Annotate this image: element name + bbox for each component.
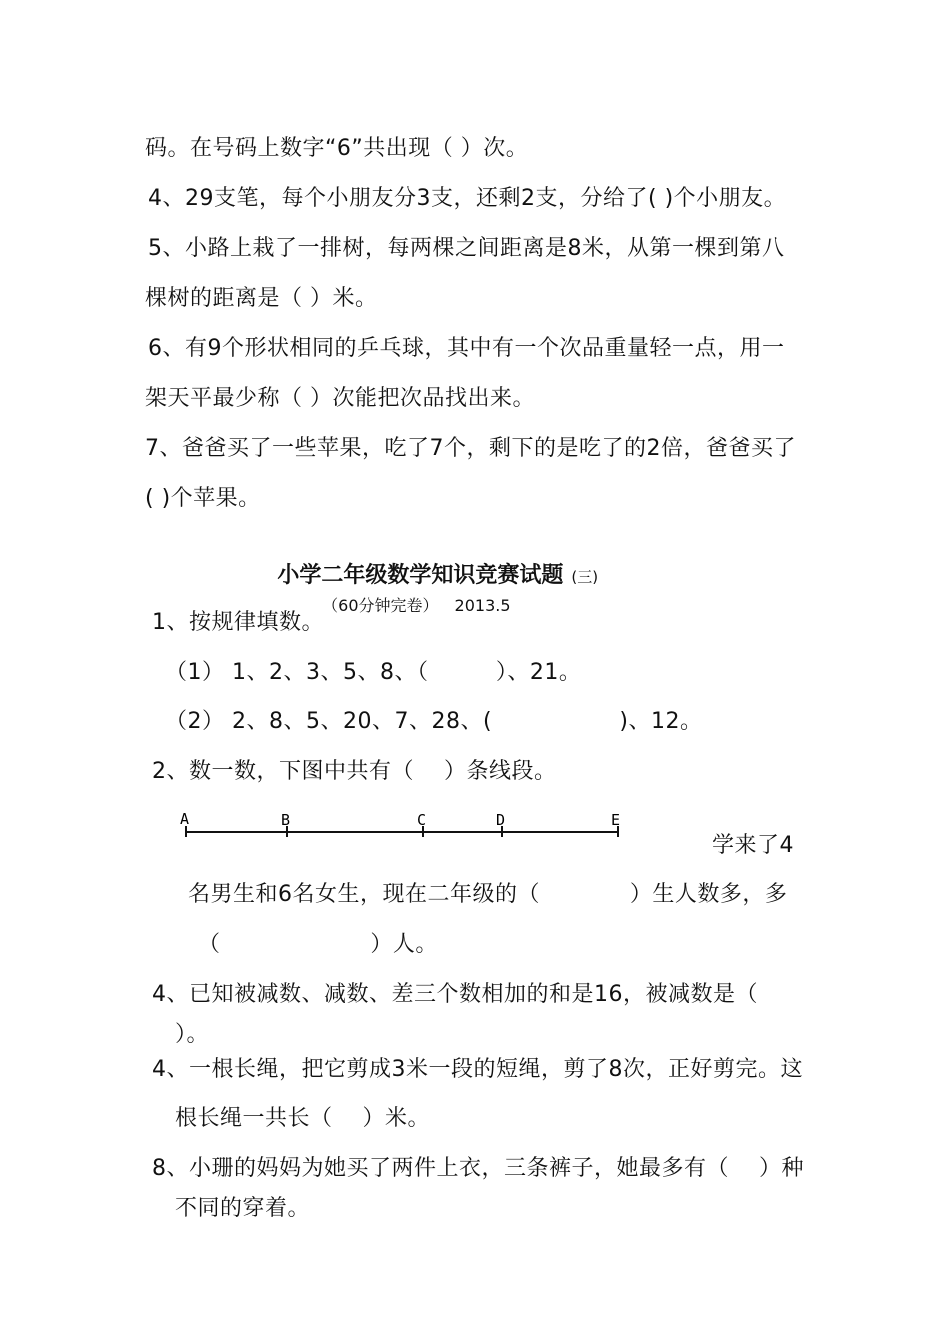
question-4: 4、已知被减数、减数、差三个数相加的和是16，被减数是（ — [152, 982, 758, 1007]
question-4-cont: ）。 — [175, 1022, 210, 1047]
text-line-1: 码。在号码上数字“6”共出现（ ）次。 — [145, 136, 529, 161]
segment-label-a: A — [180, 810, 190, 828]
question-6-cont: 不同的穿着。 — [175, 1196, 311, 1221]
question-1: 1、按规律填数。 — [152, 610, 324, 635]
question-2: 2、数一数，下图中共有（ ）条线段。 — [152, 759, 557, 784]
section-subtitle — [312, 574, 511, 616]
question-1-part-1: （1） 1、2、3、5、8、（ ）、21。 — [165, 660, 582, 685]
question-line-4: 4、29支笔，每个小朋友分3支，还剩2支，分给了( )个小朋友。 — [148, 186, 787, 211]
segment-label-b: B — [281, 811, 291, 829]
question-line-5-cont: 棵树的距离是（ ）米。 — [145, 286, 378, 311]
question-5-cont: 根长绳一共长（ ）米。 — [175, 1106, 430, 1131]
segment-diagram — [170, 806, 640, 846]
segment-label-d: D — [496, 811, 506, 829]
question-3-fragment: 学来了4 — [712, 833, 794, 858]
segment-label-c: C — [417, 811, 427, 829]
question-3-cont-2: （ ）人。 — [198, 932, 438, 957]
question-6: 8、小珊的妈妈为她买了两件上衣，三条裤子，她最多有（ ）种 — [152, 1156, 804, 1181]
duration-text: （60分钟完卷） — [322, 596, 439, 615]
question-line-6-cont: 架天平最少称（ ）次能把次品找出来。 — [145, 386, 535, 411]
question-line-7-cont: ( )个苹果。 — [145, 486, 261, 511]
section-title-text: 小学二年级数学知识竞赛试题 — [277, 563, 564, 588]
question-3-cont: 名男生和6名女生，现在二年级的（ ）生人数多，多 — [188, 882, 788, 907]
section-title-suffix: (三) — [571, 568, 599, 586]
segment-label-e: E — [611, 811, 621, 829]
question-5: 4、一根长绳，把它剪成3米一段的短绳，剪了8次，正好剪完。这 — [152, 1057, 803, 1082]
question-line-5: 5、小路上栽了一排树，每两棵之间距离是8米，从第一棵到第八 — [148, 236, 785, 261]
question-line-7: 7、爸爸买了一些苹果，吃了7个，剩下的是吃了的2倍，爸爸买了 — [145, 436, 796, 461]
question-line-6: 6、有9个形状相同的乒乓球，其中有一个次品重量轻一点，用一 — [148, 336, 785, 361]
year-text: 2013.5 — [454, 596, 511, 615]
question-1-part-2: （2） 2、8、5、20、7、28、( )、12。 — [165, 709, 703, 734]
